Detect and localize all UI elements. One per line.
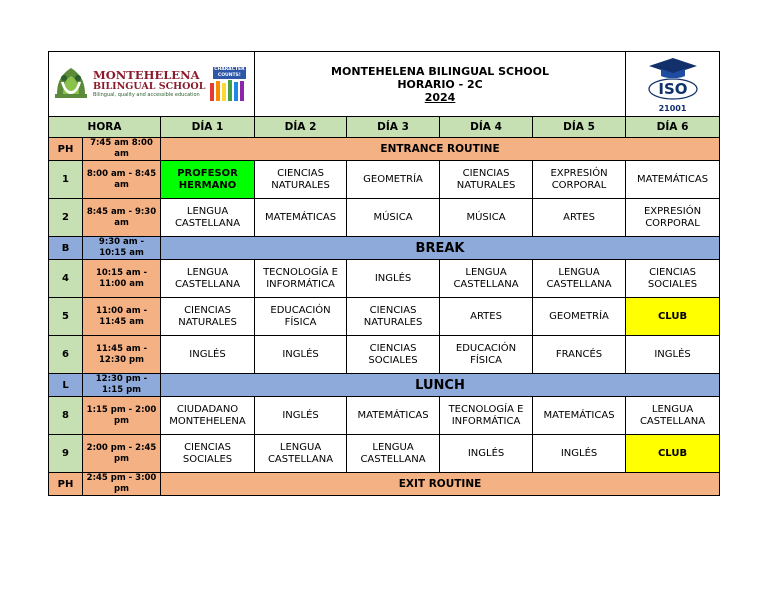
- iso-label: ISO: [657, 79, 688, 98]
- table-row: [49, 138, 720, 161]
- subject-cell: CIUDADANO MONTEHELENA: [161, 397, 255, 435]
- subject-cell: LENGUA CASTELLANA: [626, 397, 720, 435]
- school-logo-cell: [49, 52, 255, 117]
- subject-cell: INGLÉS: [161, 336, 255, 374]
- subject-cell: EXPRESIÓN CORPORAL: [533, 161, 626, 199]
- subject-cell: MATEMÁTICAS: [533, 397, 626, 435]
- column-header-dia-6: DÍA 6: [626, 117, 720, 138]
- subject-cell: MATEMÁTICAS: [347, 397, 440, 435]
- iso-number: 21001: [658, 103, 687, 113]
- header-row: [49, 52, 720, 117]
- period-time: 11:00 am - 11:45 am: [83, 298, 161, 336]
- subject-cell: GEOMETRÍA: [347, 161, 440, 199]
- period-code: 1: [49, 161, 83, 199]
- period-time: 12:30 pm - 1:15 pm: [83, 374, 161, 397]
- period-time: 2:00 pm - 2:45 pm: [83, 435, 161, 473]
- subject-cell: CLUB: [626, 435, 720, 473]
- period-code: L: [49, 374, 83, 397]
- break-banner: BREAK: [161, 237, 720, 260]
- period-time: 8:00 am - 8:45 am: [83, 161, 161, 199]
- subject-cell: LENGUA CASTELLANA: [161, 260, 255, 298]
- subject-cell: LENGUA CASTELLANA: [161, 199, 255, 237]
- table-row: [49, 374, 720, 397]
- column-header-dia-2: DÍA 2: [255, 117, 347, 138]
- table-row: [49, 397, 720, 435]
- title-cell: [255, 52, 626, 117]
- period-time: 1:15 pm - 2:00 pm: [83, 397, 161, 435]
- iso-logo-cell: [626, 52, 720, 117]
- subject-cell: EDUCACIÓN FÍSICA: [255, 298, 347, 336]
- character-badge-line2: COUNTS!: [217, 73, 241, 78]
- subject-cell: MÚSICA: [347, 199, 440, 237]
- table-row: [49, 237, 720, 260]
- column-header-hora: HORA: [49, 117, 161, 138]
- period-time: 10:15 am - 11:00 am: [83, 260, 161, 298]
- table-row: [49, 161, 720, 199]
- subject-cell: EXPRESIÓN CORPORAL: [626, 199, 720, 237]
- subject-cell: CIENCIAS SOCIALES: [347, 336, 440, 374]
- period-code: 5: [49, 298, 83, 336]
- table-row: [49, 336, 720, 374]
- table-row: [49, 435, 720, 473]
- column-header-dia-5: DÍA 5: [533, 117, 626, 138]
- subject-cell: ARTES: [440, 298, 533, 336]
- subject-cell: CIENCIAS NATURALES: [161, 298, 255, 336]
- character-counts-badge: [209, 67, 249, 101]
- entrance-routine-banner: ENTRANCE ROUTINE: [161, 138, 720, 161]
- period-time: 8:45 am - 9:30 am: [83, 199, 161, 237]
- column-header-row: [49, 117, 720, 138]
- subject-cell: INGLÉS: [626, 336, 720, 374]
- school-name-line2: BILINGUAL SCHOOL: [93, 81, 206, 92]
- subject-cell: CIENCIAS NATURALES: [347, 298, 440, 336]
- graduation-cap-icon: [647, 56, 699, 78]
- subject-cell: MATEMÁTICAS: [255, 199, 347, 237]
- period-code: 2: [49, 199, 83, 237]
- period-time: 7:45 am 8:00 am: [83, 138, 161, 161]
- subject-cell: GEOMETRÍA: [533, 298, 626, 336]
- column-header-dia-3: DÍA 3: [347, 117, 440, 138]
- subject-cell: PROFESOR HERMANO: [161, 161, 255, 199]
- school-tagline: Bilingual, quality and accessible education: [93, 92, 200, 98]
- subject-cell: TECNOLOGÍA E INFORMÁTICA: [255, 260, 347, 298]
- period-code: 4: [49, 260, 83, 298]
- column-header-dia-4: DÍA 4: [440, 117, 533, 138]
- period-time: 9:30 am - 10:15 am: [83, 237, 161, 260]
- school-name-line1: MONTEHELENA: [93, 68, 200, 82]
- subject-cell: INGLÉS: [347, 260, 440, 298]
- period-code: 6: [49, 336, 83, 374]
- character-badge-line1: CHARACTER: [214, 67, 245, 72]
- subject-cell: LENGUA CASTELLANA: [347, 435, 440, 473]
- subject-cell: CIENCIAS NATURALES: [440, 161, 533, 199]
- lunch-banner: LUNCH: [161, 374, 720, 397]
- period-code: 8: [49, 397, 83, 435]
- subject-cell: MÚSICA: [440, 199, 533, 237]
- subject-cell: FRANCÉS: [533, 336, 626, 374]
- subject-cell: TECNOLOGÍA E INFORMÁTICA: [440, 397, 533, 435]
- subject-cell: MATEMÁTICAS: [626, 161, 720, 199]
- subject-cell: CIENCIAS SOCIALES: [626, 260, 720, 298]
- period-code: B: [49, 237, 83, 260]
- subject-cell: LENGUA CASTELLANA: [440, 260, 533, 298]
- period-code: 9: [49, 435, 83, 473]
- subject-cell: LENGUA CASTELLANA: [255, 435, 347, 473]
- table-row: [49, 199, 720, 237]
- iso-globe-icon: [646, 78, 700, 100]
- subject-cell: ARTES: [533, 199, 626, 237]
- subject-cell: INGLÉS: [255, 336, 347, 374]
- subject-cell: EDUCACIÓN FÍSICA: [440, 336, 533, 374]
- pencils-icon: [209, 79, 249, 101]
- subject-cell: CLUB: [626, 298, 720, 336]
- subject-cell: INGLÉS: [533, 435, 626, 473]
- table-row: [49, 260, 720, 298]
- period-time: 11:45 am - 12:30 pm: [83, 336, 161, 374]
- subject-cell: INGLÉS: [255, 397, 347, 435]
- subject-cell: CIENCIAS NATURALES: [255, 161, 347, 199]
- period-code: PH: [49, 138, 83, 161]
- column-header-dia-1: DÍA 1: [161, 117, 255, 138]
- period-time: 2:45 pm - 3:00 pm: [83, 473, 161, 496]
- subject-cell: INGLÉS: [440, 435, 533, 473]
- exit-routine-banner: EXIT ROUTINE: [161, 473, 720, 496]
- subject-cell: LENGUA CASTELLANA: [533, 260, 626, 298]
- page-subtitle: HORARIO - 2C: [397, 77, 483, 91]
- subject-cell: CIENCIAS SOCIALES: [161, 435, 255, 473]
- table-row: [49, 298, 720, 336]
- period-code: PH: [49, 473, 83, 496]
- page-title: MONTEHELENA BILINGUAL SCHOOL: [331, 64, 550, 78]
- page-year: 2024: [424, 90, 456, 104]
- schedule-table: [48, 51, 720, 496]
- table-row: [49, 473, 720, 496]
- school-emblem-icon: [53, 64, 89, 104]
